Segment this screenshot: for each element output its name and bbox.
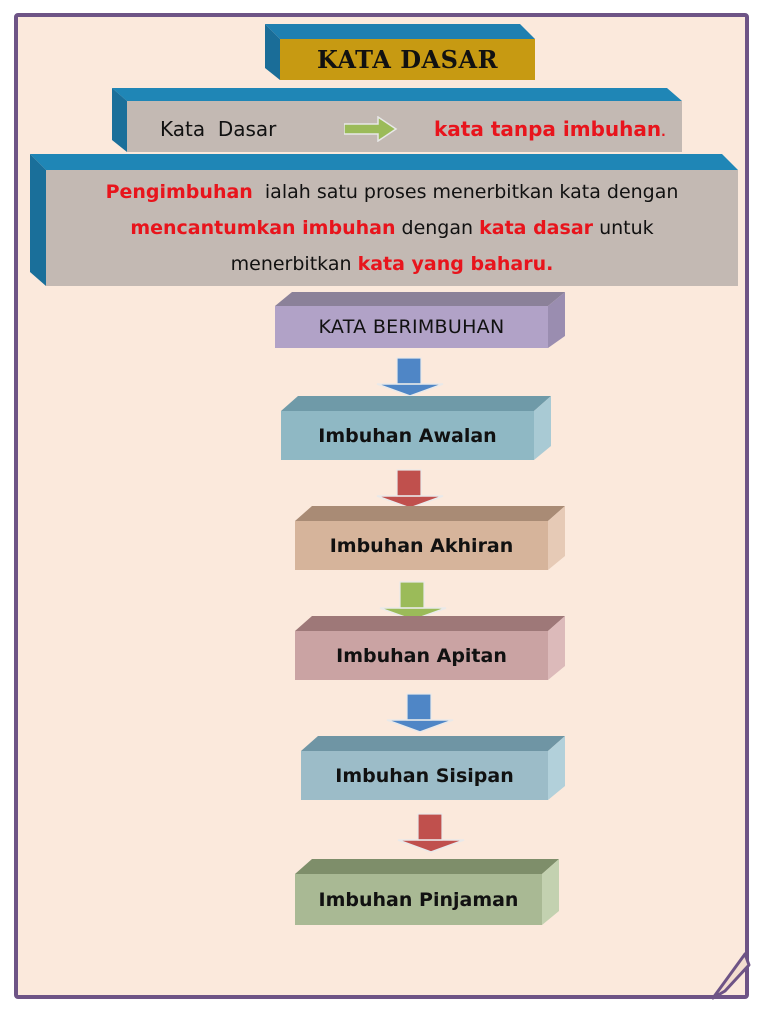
definition-period: . (661, 125, 666, 139)
definition-text: kata tanpa imbuhan (434, 117, 662, 141)
flow-item-label: Imbuhan Pinjaman (318, 888, 519, 911)
pengimbuhan-line1-rest: ialah satu proses menerbitkan kata dengan (264, 181, 679, 203)
down-arrow-icon (375, 354, 445, 398)
down-arrow-icon (396, 810, 466, 854)
flow-root-box (275, 292, 565, 348)
pengimbuhan-line-2 (46, 217, 738, 239)
pengimbuhan-line-3 (46, 253, 738, 275)
mencantumkan-imbuhan: mencantumkan imbuhan (130, 217, 396, 239)
flow-item-akhiran (295, 506, 565, 570)
flow-item-label: Imbuhan Akhiran (329, 534, 514, 557)
flow-item-label: Imbuhan Apitan (336, 644, 507, 667)
pengimbuhan-line2-mid: dengan (401, 217, 474, 239)
title-box (265, 24, 535, 80)
kata-dasar-red: kata dasar (479, 217, 594, 239)
down-arrow-icon (385, 690, 455, 734)
pengimbuhan-box (30, 154, 738, 286)
pengimbuhan-line3-end: . (546, 253, 554, 275)
definition-row (112, 88, 682, 152)
arrow-right-icon (344, 116, 398, 142)
flow-item-label: Imbuhan Awalan (318, 424, 497, 447)
pengimbuhan-line2-end: untuk (599, 217, 654, 239)
pengimbuhan-line-1 (46, 181, 738, 203)
flow-root-label: KATA BERIMBUHAN (318, 316, 505, 338)
kata-yang-baharu: kata yang baharu (357, 253, 547, 275)
page-curl-icon (711, 951, 751, 1001)
definition-value (434, 117, 666, 141)
title-text: KATA DASAR (316, 45, 499, 74)
flow-item-sisipan (301, 736, 565, 800)
pengimbuhan-term: Pengimbuhan (105, 181, 253, 203)
down-arrow-icon (375, 466, 445, 510)
flow-item-label: Imbuhan Sisipan (335, 764, 514, 787)
flow-item-pinjaman (295, 859, 559, 925)
flow-item-awalan (281, 396, 551, 460)
flow-item-apitan (295, 616, 565, 680)
definition-term: Kata Dasar (160, 117, 277, 141)
pengimbuhan-line3-start: menerbitkan (230, 253, 352, 275)
